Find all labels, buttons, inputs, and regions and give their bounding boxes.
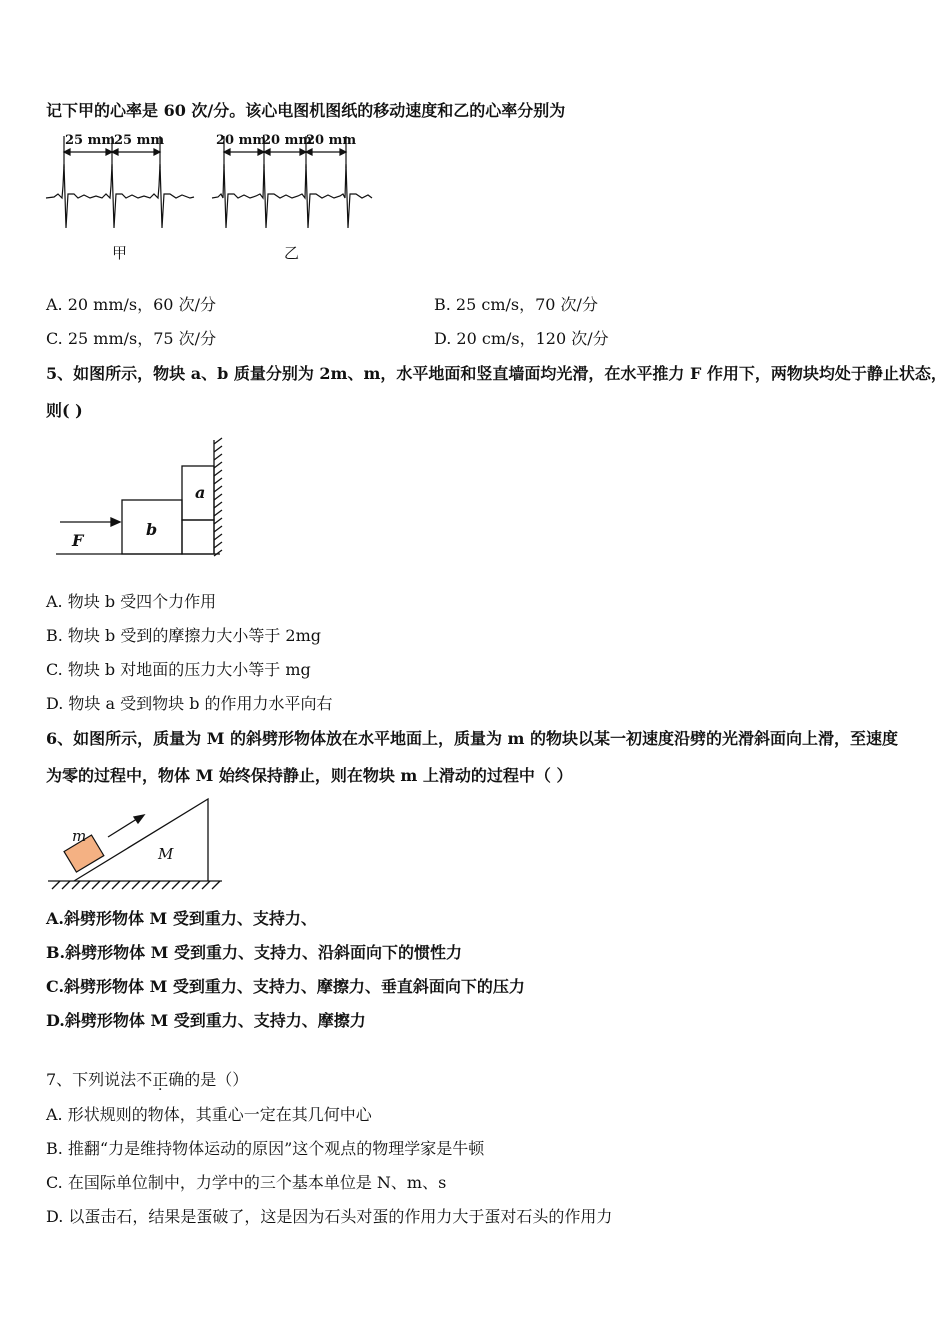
yi-spacing-2: 20 mm — [262, 133, 313, 148]
q7-stem — [46, 1070, 248, 1090]
q7-option-b: B. 推翻“力是维持物体运动的原因”这个观点的物理学家是牛顿 — [46, 1139, 485, 1158]
block-m-label: m — [72, 827, 87, 845]
q6-option-b: B.斜劈形物体 M 受到重力、支持力、沿斜面向下的惯性力 — [46, 943, 462, 962]
block-b-label: b — [146, 520, 158, 539]
q7-stem-prefix: 7、下列说法 — [46, 1070, 137, 1089]
q6-option-a: A.斜劈形物体 M 受到重力、支持力、 — [46, 909, 317, 928]
block-a-label: a — [195, 483, 206, 502]
yi-spacing-3: 20 mm — [306, 133, 357, 148]
q6-stem-line1: 6、如图所示，质量为 M 的斜劈形物体放在水平地面上，质量为 m 的物块以某一初速度沿劈的光滑斜面向上滑，至速度 — [46, 729, 899, 748]
incline-figure — [46, 795, 226, 895]
q4-option-d: D. 20 cm/s，120 次/分 — [434, 329, 609, 348]
q6-option-c: C.斜劈形物体 M 受到重力、支持力、摩擦力、垂直斜面向下的压力 — [46, 977, 525, 996]
blocks-figure — [56, 436, 236, 561]
q7-stem-emphasis: 不正确 — [136, 1070, 185, 1089]
yi-label: 乙 — [284, 244, 300, 262]
yi-spacing-1: 20 mm — [216, 133, 267, 148]
jia-spacing-2: 25 mm — [114, 133, 165, 148]
q6-option-d: D.斜劈形物体 M 受到重力、支持力、摩擦力 — [46, 1011, 366, 1030]
q4-option-a: A. 20 mm/s，60 次/分 — [46, 295, 216, 314]
q7-option-c: C. 在国际单位制中，力学中的三个基本单位是 N、m、s — [46, 1173, 447, 1192]
q7-option-d: D. 以蛋击石，结果是蛋破了，这是因为石头对蛋的作用力大于蛋对石头的作用力 — [46, 1207, 613, 1226]
q6-stem-line2: 为零的过程中，物体 M 始终保持静止，则在物块 m 上滑动的过程中（ ） — [46, 766, 573, 785]
q5-option-a: A. 物块 b 受四个力作用 — [46, 592, 217, 611]
q5-stem-line1: 5、如图所示，物块 a、b 质量分别为 2m、m，水平地面和竖直墙面均光滑，在水平推力 F 作用下，两物块均处于静止状态， — [46, 364, 947, 383]
q7-option-a: A. 形状规则的物体，其重心一定在其几何中心 — [46, 1105, 372, 1124]
q7-stem-suffix: 的是（） — [184, 1070, 249, 1089]
ecg-figure — [40, 128, 380, 268]
jia-spacing-1: 25 mm — [65, 133, 116, 148]
q5-option-d: D. 物块 a 受到物块 b 的作用力水平向右 — [46, 694, 333, 713]
wedge-M-label: M — [158, 845, 174, 863]
q5-stem-line2: 则( ) — [46, 401, 83, 420]
q4-stem: 记下甲的心率是 60 次/分。该心电图机图纸的移动速度和乙的心率分别为 — [46, 101, 566, 120]
q5-option-b: B. 物块 b 受到的摩擦力大小等于 2mg — [46, 626, 322, 645]
force-f-label: F — [72, 531, 84, 550]
q5-option-c: C. 物块 b 对地面的压力大小等于 mg — [46, 660, 311, 679]
q4-option-c: C. 25 mm/s，75 次/分 — [46, 329, 217, 348]
q4-option-b: B. 25 cm/s，70 次/分 — [434, 295, 598, 314]
jia-label: 甲 — [112, 244, 128, 262]
